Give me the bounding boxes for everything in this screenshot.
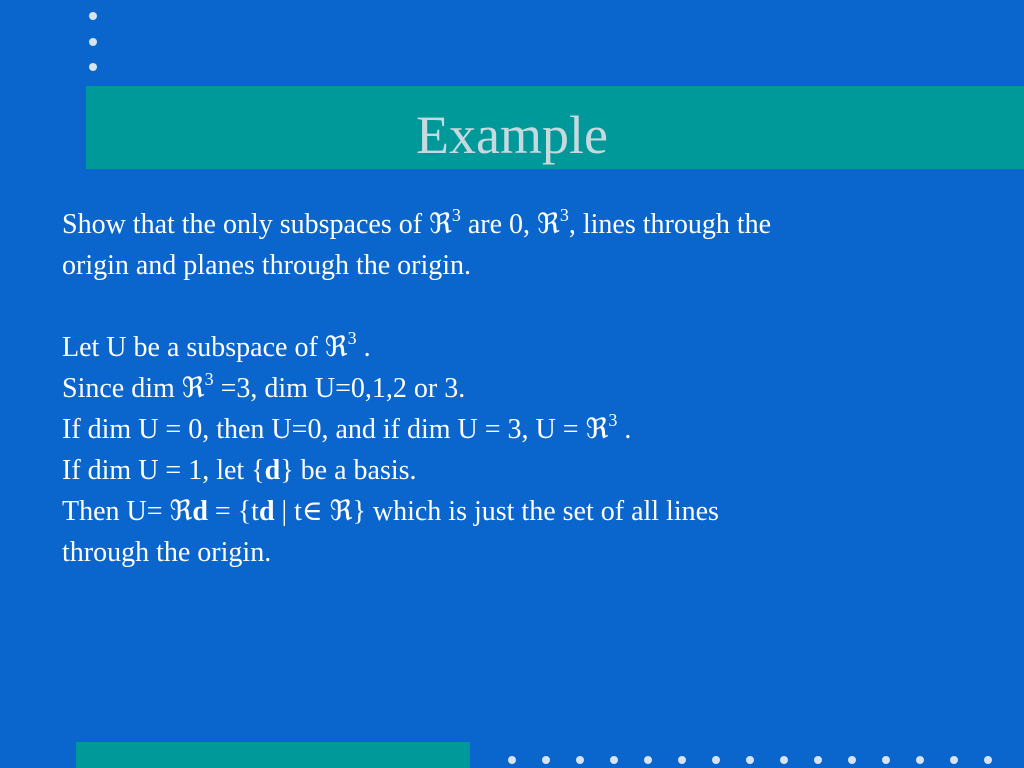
body-line-3: [62, 327, 962, 368]
superscript: 3: [451, 204, 461, 225]
text-run: =3, dim U=0,1,2 or 3.: [213, 373, 466, 404]
decor-dot: [542, 756, 550, 764]
bold-vector: d: [192, 496, 208, 527]
decor-dot: [89, 12, 97, 20]
decor-dot: [508, 756, 516, 764]
body-line-7: [62, 491, 962, 532]
bottom-band: [76, 742, 470, 768]
bold-vector: d: [258, 496, 275, 527]
body-line-8: through the origin.: [62, 537, 272, 568]
slide-body: [62, 204, 962, 573]
text-run: Since dim: [62, 373, 182, 404]
slide-title: Example: [416, 105, 608, 165]
body-line-6: [62, 450, 962, 491]
real-symbol: ℜ: [585, 414, 609, 445]
decor-dot: [89, 63, 97, 71]
real-symbol: ℜ: [324, 332, 348, 363]
text-run: = {: [207, 496, 252, 527]
decor-dot: [576, 756, 584, 764]
real-symbol: ℜ: [181, 373, 205, 404]
decor-dot: [678, 756, 686, 764]
text-run: If dim U = 1, let {: [62, 455, 265, 486]
decor-dot: [984, 756, 992, 764]
text-run: Show that the only subspaces of: [62, 209, 430, 240]
body-line-5: [62, 409, 962, 450]
text-run: .: [356, 332, 371, 363]
text-run: are 0,: [460, 209, 538, 240]
text-run: If dim U = 0, then U=0, and if dim U = 3, U =: [62, 414, 586, 445]
decor-dot: [712, 756, 720, 764]
element-of-symbol: ∈: [301, 496, 323, 527]
decor-dot: [814, 756, 822, 764]
decor-dot: [644, 756, 652, 764]
body-line-1: [62, 204, 962, 245]
decor-dot: [882, 756, 890, 764]
decor-dot: [89, 38, 97, 46]
text-run: t: [251, 496, 259, 527]
real-symbol: ℜ: [329, 496, 353, 527]
paragraph-gap: [62, 286, 962, 327]
superscript: 3: [347, 327, 357, 348]
decor-dot: [916, 756, 924, 764]
body-line-4: [62, 368, 962, 409]
superscript: 3: [608, 409, 618, 430]
text-run: } be a basis.: [280, 455, 417, 486]
superscript: 3: [559, 204, 569, 225]
text-run: .: [617, 414, 632, 445]
text-run: Then U=: [62, 496, 170, 527]
decor-dot: [780, 756, 788, 764]
decor-dot: [950, 756, 958, 764]
text-run: Let U be a subspace of: [62, 332, 325, 363]
body-line-2: origin and planes through the origin.: [62, 250, 472, 281]
real-symbol: ℜ: [537, 209, 560, 240]
text-run: , lines through the: [568, 209, 772, 240]
decor-dot: [848, 756, 856, 764]
bold-vector: d: [264, 455, 281, 486]
decor-dot: [746, 756, 754, 764]
text-run: | t: [274, 496, 302, 527]
decor-dot: [610, 756, 618, 764]
real-symbol: ℜ: [429, 209, 452, 240]
text-run: } which is just the set of all lines: [352, 496, 719, 527]
real-symbol: ℜ: [169, 496, 193, 527]
superscript: 3: [204, 368, 214, 389]
